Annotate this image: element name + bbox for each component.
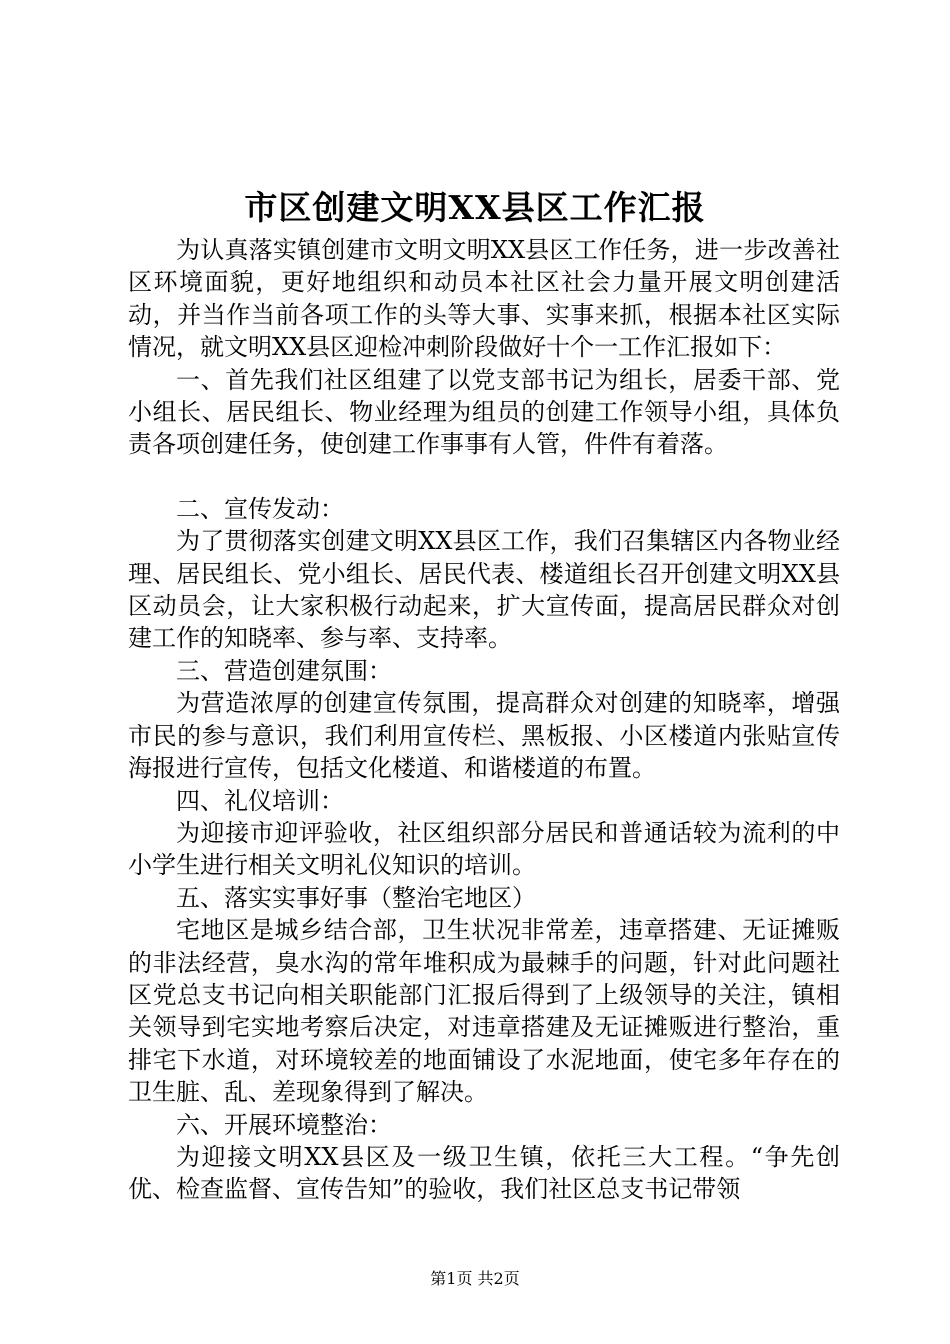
paragraph-section-5: 宅地区是城乡结合部，卫生状况非常差，违章搭建、无证摊贩的非法经营，臭水沟的常年堆积成为最棘手的问题，针对此问题社区党总支书记向相关职能部门汇报后得到了上级领导的关注，镇相关领导到宅实地考察后决定，对违章搭建及无证摊贩进行整治，重排宅下水道，对环境较差的地面铺设了水泥地面，使宅多年存在的卫生脏、乱、差现象得到了解决。 bbox=[128, 916, 840, 1107]
heading-section-4: 四、礼仪培训： bbox=[176, 786, 344, 815]
heading-section-6: 六、开展环境整治： bbox=[176, 1110, 392, 1139]
heading-section-5: 五、落实实事好事（整治宅地区） bbox=[176, 883, 536, 912]
paragraph-section-2: 为了贯彻落实创建文明XX县区工作，我们召集辖区内各物业经理、居民组长、党小组长、居民代表、楼道组长召开创建文明XX县区动员会，让大家积极行动起来，扩大宣传面，提高居民群众对创建工作的知晓率、参与率、支持率。 bbox=[128, 527, 840, 653]
heading-section-2: 二、宣传发动： bbox=[176, 494, 344, 523]
document-title: 市区创建文明XX县区工作汇报 bbox=[244, 188, 706, 227]
paragraph-intro: 为认真落实镇创建市文明文明XX县区工作任务，进一步改善社区环境面貌，更好地组织和动员本社区社会力量开展文明创建活动，并当作当前各项工作的头等大事、实事来抓，根据本社区实际情况，就文明XX县区迎检冲刺阶段做好十个一工作汇报如下： bbox=[128, 236, 840, 362]
heading-section-3: 三、营造创建氛围： bbox=[176, 656, 392, 685]
paragraph-section-1: 一、首先我们社区组建了以党支部书记为组长，居委干部、党小组长、居民组长、物业经理为组员的创建工作领导小组，具体负责各项创建任务，使创建工作事事有人管，件件有着落。 bbox=[128, 365, 840, 459]
document-body bbox=[128, 234, 840, 1206]
paragraph-section-3: 为营造浓厚的创建宣传氛围，提高群众对创建的知晓率，增强市民的参与意识，我们利用宣传栏、黑板报、小区楼道内张贴宣传海报进行宣传，包括文化楼道、和谐楼道的布置。 bbox=[128, 689, 840, 783]
paragraph-section-6: 为迎接文明XX县区及一级卫生镇，依托三大工程。“争先创优、检查监督、宣传告知”的验收，我们社区总支书记带领 bbox=[128, 1142, 840, 1204]
page-number-footer: 第1页 共2页 bbox=[430, 1269, 520, 1288]
paragraph-section-4: 为迎接市迎评验收，社区组织部分居民和普通话较为流利的中小学生进行相关文明礼仪知识的培训。 bbox=[128, 818, 840, 880]
